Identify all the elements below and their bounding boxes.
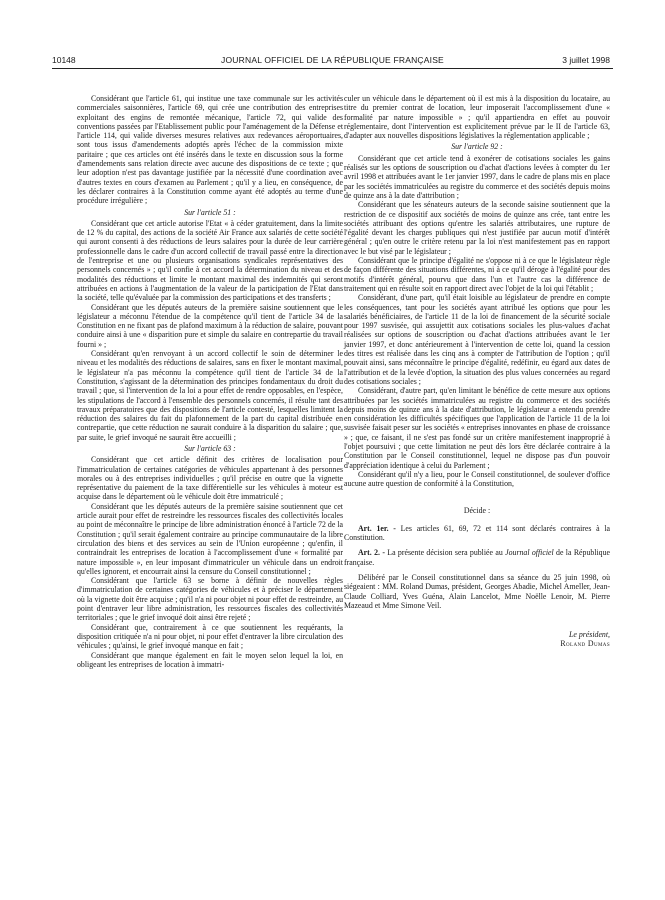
paragraph: culer un véhicule dans le département où il est mis à la disposition du locataire, au titre du premier contrat de location, leur imposerait l'accomplissement d'une « formalité par nature impossible » ; qu'il appartiendra en effet au pouvoir réglementaire, dont l'intervention est explicitement prévue par le II de l'article 63, d'adapter aux nouvelles dispositions législatives la réglementation applicable ; [344,94,610,141]
paragraph: Considérant, d'autre part, qu'en limitant le bénéfice de cette mesure aux options attribuées par les sociétés immatriculées au registre du commerce et des sociétés depuis moins de quinze ans à la date d'attribution, le législateur a entendu prendre en considération les difficultés spécifiques que l'application de l'article 11 de la loi susvisée faisait peser sur les sociétés « entreprises innovantes en phase de croissance » ; que, ce faisant, il ne s'est pas fondé sur un critère manifestement inapproprié à l'objet poursuivi ; que cette limitation ne peut dès lors être déclarée contraire à la Constitution par le Conseil constitutionnel, lequel ne dispose pas d'un pouvoir d'appréciation identique à celui du Parlement ; [344,386,610,470]
paragraph: Considérant que cet article autorise l'Etat « à céder gratuitement, dans la limite de 12 % du capital, des actions de la société Air France aux salariés de cette société qui auront consenti à des réductions de leurs salaires pour la durée de leur carrière professionnelle dans le cadre d'un accord collectif de travail passé entre la direction de l'entreprise et une ou plusieurs organisations syndicales représentatives des personnels concernés » ; qu'il confie à cet accord la détermination du niveau et des modalités des réductions et limite le montant maximal des indemnités qui seront attribuées en actions à l'augmentation de la valeur de la participation de l'Etat dans la société, telle qu'évaluée par la commission des participations et des transferts ; [77,218,343,303]
paragraph: Considérant que l'article 61, qui institue une taxe communale sur les activités commerciales saisonnières, l'article 69, qui crée une contribution des entreprises exploitant des engins de remontée mécanique, l'article 72, qui valide des conventions passées par l'Etablissement public pour l'aménagement de la Défense et l'article 114, qui valide diverses mesures relatives aux redevances aéroportuaires, sont tous issus d'amendements adoptés après l'échec de la commission mixte paritaire ; que ces articles ont été insérés dans le texte en discussion sous la forme d'amendements sans relation directe avec aucune des dispositions de ce texte ; que leur adoption n'est pas davantage justifiée par la nécessité d'une coordination avec d'autres textes en cours d'examen au Parlement ; qu'il y a lieu, en conséquence, de les déclarer contraires à la Constitution comme ayant été adoptés au terme d'une procédure irrégulière ; [77,94,343,206]
paragraph: Considérant que les députés auteurs de la première saisine soutiennent que cet article aurait pour effet de restreindre les ressources fiscales des collectivités locales au point de méconnaître le principe de libre administration énoncé à l'article 72 de la Constitution ; qu'il serait également contraire au principe communautaire de la libre circulation des biens et des services au sein de l'Union européenne ; qu'enfin, il contraindrait les entreprises de location à l'accomplissement d'une « formalité par nature impossible », en leur imposant d'immatriculer un véhicule dans un endroit qu'elles ignorent, et encourrait ainsi la censure du Conseil constitutionnel ; [77,501,343,576]
paragraph: Considérant qu'en renvoyant à un accord collectif le soin de déterminer le niveau et les modalités des réductions de salaires, sans en fixer le montant maximal, le législateur n'a pas méconnu la compétence qu'il tient de l'article 34 de la Constitution, s'agissant de la détermination des principes fondamentaux du droit du travail ; que, si l'intervention de la loi a pour effet de rendre opposables, en l'espèce, les stipulations de l'accord à l'ensemble des personnels concernés, il résulte tant des travaux préparatoires que des dispositions de l'article contesté, lesquelles limitent la réduction des salaires du fait du plafonnement de la part du capital distribuée en contrepartie, que cette réduction ne saurait conduire à la disparition du salaire ; que, par suite, le grief invoqué ne saurait être accueilli ; [77,349,343,442]
decision-heading: Décide : [463,506,491,516]
left-column [77,94,343,669]
paragraph: Considérant que les députés auteurs de la première saisine soutiennent que le législateur a méconnu l'étendue de la compétence qu'il tient de l'article 34 de la Constitution en ne fixant pas de plafond maximum à la réduction de salaire, pouvant conduire ainsi à une « disparition pure et simple du salaire en contrepartie du travail fourni » ; [77,302,343,349]
page-number: 10148 [52,55,76,65]
paragraph: Considérant que cet article tend à exonérer de cotisations sociales les gains réalisés sur les options de souscription ou d'achat d'actions levées à compter du 1er avril 1998 et attribuées avant le 1er janvier 1997, dans le cadre de plans mis en place par les sociétés immatriculées au registre du commerce et des sociétés depuis moins de quinze ans à la date d'attribution ; [344,153,610,200]
article-clause: Art. 2. - La présente décision sera publiée au Journal officiel de la République française. [344,548,610,567]
paragraph: Considérant que le principe d'égalité ne s'oppose ni à ce que le législateur règle de façon différente des situations différentes, ni à ce qu'il déroge à l'égalité pour des motifs d'intérêt général, pourvu que dans l'un et l'autre cas la différence de traitement qui en résulte soit en rapport direct avec l'objet de la loi qui l'établit ; [344,256,610,293]
article-label: Art. 2. - [358,548,388,558]
signature-name: Roland Dumas [560,639,610,649]
section-heading: Sur l'article 51 : [184,207,236,217]
page-header [0,0,665,70]
section-heading: Sur l'article 92 : [451,142,503,152]
signature-block [344,630,610,649]
publication-date: 3 juillet 1998 [562,55,610,65]
header-rule [52,68,613,69]
article-clause: Art. 1er. - Les articles 61, 69, 72 et 114 sont déclarés contraires à la Constitution. [344,523,611,543]
section-heading: Sur l'article 63 : [184,443,236,453]
paragraph: Considérant que, contrairement à ce que soutiennent les requérants, la disposition critiquée n'a ni pour objet, ni pour effet d'entraver la libre circulation des véhicules ; qu'ainsi, le grief invoqué manque en fait ; [77,622,343,651]
paragraph: Délibéré par le Conseil constitutionnel dans sa séance du 25 juin 1998, où siégeaient : MM. Roland Dumas, président, Georges Abadie, Michel Ameller, Jean-Claude Colliard, Yves Guéna, Alain Lancelot, Mme Noëlle Lenoir, M. Pierre Mazeaud et Mme Simone Veil. [344,572,610,610]
paragraph: Considérant que cet article définit des critères de localisation pour l'immatriculation de certaines catégories de véhicules appartenant à des personnes morales ou à des entreprises individuelles ; qu'il précise en outre que la vignette représentative du paiement de la taxe différentielle sur les véhicules à moteur est acquise dans le département où le véhicule doit être immatriculé ; [77,455,343,502]
paragraph: Considérant, d'une part, qu'il était loisible au législateur de prendre en compte les conséquences, tant pour les sociétés ayant attribué les options que pour les salariés bénéficiaires, de l'article 11 de la loi de financement de la sécurité sociale pour 1997 susvisée, qui assujettit aux cotisations sociales les plus-values d'achat réalisées sur options de souscription ou d'achat d'actions attribuées avant le 1er janvier 1997, et donc antérieurement à l'intervention de cette loi, quand la cession des titres est réalisée dans les cinq ans à compter de l'attribution de l'option ; qu'il pouvait ainsi, sans méconnaître le principe d'égalité, redéfinir, eu égard aux dates de l'attribution et de la levée d'option, la situation des plus values concernées au regard des cotisations sociales ; [344,293,610,386]
signature-title: Le président, [569,630,610,640]
paragraph: Considérant qu'il n'y a lieu, pour le Conseil constitutionnel, de soulever d'office aucune autre question de conformité à la Constitution, [344,469,610,489]
article-label: Art. 1er. - [358,523,401,533]
journal-title: JOURNAL OFFICIEL DE LA RÉPUBLIQUE FRANÇAISE [221,55,444,65]
journal-name: Journal officiel [505,548,554,558]
paragraph: Considérant que les sénateurs auteurs de la seconde saisine soutiennent que la restriction de ce dispositif aux sociétés de moins de quinze ans crée, tant entre les sociétés attribuant des options qu'entre les salariés attributaires, une rupture de l'égalité devant les charges publiques qui n'est justifiée par aucun motif d'intérêt général ; qu'en outre le critère retenu par la loi n'est manifestement pas en rapport avec le but visé par le législateur ; [344,200,610,256]
right-column [344,94,610,649]
paragraph: Considérant que manque également en fait le moyen selon lequel la loi, en obligeant les entreprises de location à immatri- [77,650,343,669]
paragraph: Considérant que l'article 63 se borne à définir de nouvelles règles d'immatriculation de certaines catégories de véhicules et à préciser le département où la vignette doit être acquise ; qu'il n'a ni pour objet ni pour effet de restreindre, au point d'entraver leur libre administration, les ressources fiscales des collectivités territoriales ; que le grief invoqué doit ainsi être rejeté ; [77,576,343,623]
